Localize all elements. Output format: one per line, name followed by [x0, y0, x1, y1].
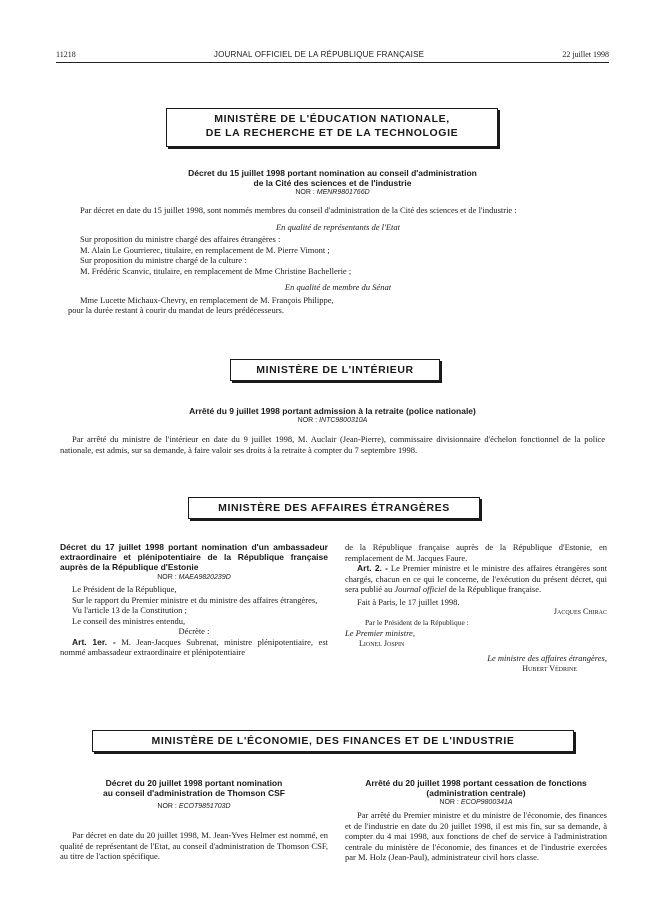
page-number: 11218	[56, 50, 76, 59]
affaires-art1-label: Art. 1er. -	[72, 636, 116, 647]
economie-right-title-2: (administration centrale)	[426, 788, 526, 798]
ministry-education-box	[166, 108, 498, 147]
affaires-art2-label: Art. 2. -	[357, 563, 388, 573]
ministry-affaires-title: MINISTÈRE DES AFFAIRES ÉTRANGÈRES	[218, 502, 450, 514]
header-rule	[56, 62, 609, 63]
education-line-3: Sur proposition du ministre chargé de la culture :	[80, 255, 247, 265]
affaires-p4: Le conseil des ministres entendu,	[72, 615, 186, 626]
interieur-decree	[100, 406, 565, 424]
affaires-fait: Fait à Paris, le 17 juillet 1998.	[357, 596, 460, 607]
affaires-nor-label: NOR :	[157, 574, 177, 581]
affaires-decrete: Décrète :	[178, 626, 210, 636]
interieur-nor	[100, 417, 565, 424]
interieur-nor-label: NOR :	[297, 417, 318, 424]
economie-left-text: Par décret en date du 20 juillet 1998, M. Jean-Yves Helmer est nommé, en qualité de représentant de l'Etat, au conseil d'administration de Thomson CSF, au titre de l'action spécifique.	[60, 830, 328, 861]
affaires-art2	[345, 563, 607, 595]
journal-title: JOURNAL OFFICIEL DE LA RÉPUBLIQUE FRANÇAISE	[213, 50, 425, 59]
education-body	[68, 205, 608, 316]
economie-left-nor	[60, 803, 328, 810]
ministry-education-line1: MINISTÈRE DE L'ÉDUCATION NATIONALE,	[214, 113, 450, 125]
education-nor	[120, 189, 545, 196]
affaires-art1	[60, 637, 328, 658]
affaires-p2: Sur le rapport du Premier ministre et du ministre des affaires étrangères,	[72, 594, 318, 605]
ministry-interieur-title: MINISTÈRE DE L'INTÉRIEUR	[256, 364, 414, 376]
affaires-art2-text: Le Premier ministre et le ministre des affaires étrangères sont chargés, chacun en ce qui le concerne, de l'exécution du présent décret, qui sera publié au	[345, 563, 608, 594]
economie-right-nor-label: NOR :	[439, 799, 459, 806]
ministry-economie-title: MINISTÈRE DE L'ÉCONOMIE, DES FINANCES ET DE L'INDUSTRIE	[151, 735, 515, 747]
interieur-nor-code: INTC9800310A	[319, 417, 368, 424]
ministry-education-line2: DE LA RECHERCHE ET DE LA TECHNOLOGIE	[205, 127, 459, 139]
economie-left-nor-label: NOR :	[157, 803, 177, 810]
affaires-premier-ministre: Le Premier ministre,	[345, 628, 415, 638]
affaires-nor-code: MAEA9820239D	[178, 574, 231, 581]
education-section-senat: En qualité de membre du Sénat	[284, 282, 392, 292]
education-line-4: M. Frédéric Scanvic, titulaire, en remplacement de Mme Christine Bachellerie ;	[80, 265, 352, 276]
affaires-art2-italic: Journal officiel	[394, 584, 447, 594]
affaires-right-column	[345, 542, 607, 674]
education-decree	[120, 168, 545, 196]
interieur-body	[60, 434, 605, 455]
affaires-sig-president: Jacques Chirac	[553, 607, 607, 616]
education-line-2: M. Alain Le Gourrierec, titulaire, en remplacement de M. Pierre Vimont ;	[80, 244, 330, 255]
interieur-text: Par arrêté du ministre de l'intérieur en date du 9 juillet 1998, M. Auclair (Jean-Pierre), commissaire divisionnaire d'échelon fonctionnel de la police nationale, est admis, sur sa demande, à faire valoir ses droits à la retraite à compter du 7 septembre 1998.	[60, 434, 605, 455]
education-line-1: Sur proposition du ministre chargé des affaires étrangères :	[80, 234, 281, 244]
economie-left-column	[60, 778, 328, 862]
affaires-right-p1: de la République française auprès de la République d'Estonie, en remplacement de M. Jacques Faure.	[345, 542, 607, 563]
economie-right-title-1: Arrêté du 20 juillet 1998 portant cessation de fonctions	[365, 778, 587, 788]
economie-left-title-2: au conseil d'administration de Thomson CSF	[103, 788, 285, 798]
education-nor-code: MENR9801766D	[316, 189, 370, 196]
education-decree-title-2: de la Cité des sciences et de l'industrie	[253, 178, 412, 188]
affaires-art1-text: M. Jean-Jacques Subrenat, ministre plénipotentiaire, est nommé ambassadeur extraordinaire et plénipotentiaire	[60, 636, 328, 657]
economie-left-nor-code: ECOT9851703D	[178, 803, 231, 810]
economie-right-text: Par arrêté du Premier ministre et du ministre de l'économie, des finances et de l'industrie en date du 20 juillet 1998, il est mis fin, sur sa demande, à compter du 4 mai 1998, aux fonctions de chef de service à l'administration centrale du ministère de l'économie, des finances et de l'industrie exercées par M. Holz (Jean-Paul), administrateur civil hors classe.	[345, 810, 607, 862]
affaires-sig-ae: Hubert Védrine	[522, 663, 577, 673]
education-section-etat: En qualité de représentants de l'Etat	[275, 221, 401, 232]
affaires-sig-pm: Lionel Jospin	[359, 638, 405, 648]
affaires-left-column	[60, 542, 328, 658]
affaires-p1: Le Président de la République,	[72, 584, 177, 594]
interieur-decree-title: Arrêté du 9 juillet 1998 portant admission à la retraite (police nationale)	[189, 406, 476, 416]
economie-right-nor	[345, 799, 607, 806]
affaires-decree-title: Décret du 17 juillet 1998 portant nomination d'un ambassadeur extraordinaire et plénipotentiaire de la République française auprès de la République d'Estonie	[60, 542, 328, 572]
education-intro: Par décret en date du 15 juillet 1998, sont nommés membres du conseil d'administration de la Cité des sciences et de l'industrie :	[80, 205, 517, 215]
ministry-economie-box	[92, 730, 574, 752]
education-decree-title-1: Décret du 15 juillet 1998 portant nomination au conseil d'administration	[188, 168, 477, 178]
economie-left-title-1: Décret du 20 juillet 1998 portant nomination	[105, 778, 283, 788]
affaires-p3: Vu l'article 13 de la Constitution ;	[72, 605, 187, 615]
affaires-par-le-president: Par le Président de la République :	[365, 617, 469, 627]
education-line-6: pour la durée restant à courir du mandat de leurs prédécesseurs.	[68, 305, 284, 315]
education-nor-label: NOR :	[295, 189, 315, 196]
education-line-5: Mme Lucette Michaux-Chevry, en remplacement de M. François Philippe,	[80, 294, 334, 305]
issue-date: 22 juillet 1998	[562, 50, 609, 59]
affaires-art2-end: de la République française.	[448, 584, 542, 594]
economie-right-nor-code: ECOP9800341A	[460, 799, 513, 806]
ministry-interieur-box	[230, 359, 440, 381]
affaires-nor	[60, 574, 328, 581]
affaires-ministre-ae: Le ministre des affaires étrangères,	[487, 653, 607, 663]
economie-right-column	[345, 778, 607, 863]
page-header	[56, 50, 609, 59]
ministry-affaires-box	[188, 497, 480, 519]
